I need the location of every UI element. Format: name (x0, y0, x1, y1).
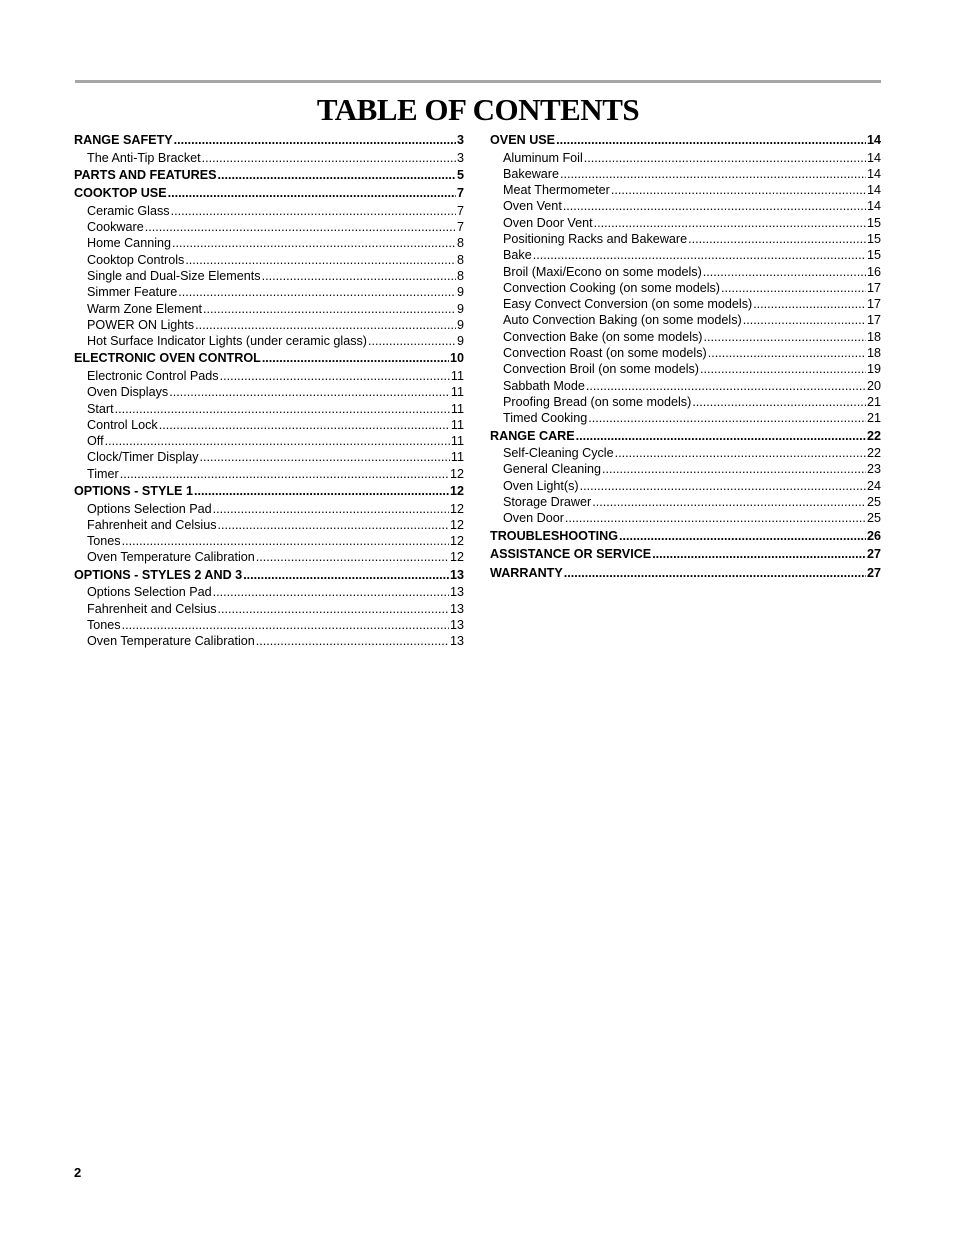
dot-leader (262, 268, 456, 284)
toc-entry-label: POWER ON Lights (87, 317, 195, 332)
toc-entry-label: Storage Drawer (503, 494, 592, 509)
toc-entry-label: Oven Displays (87, 385, 169, 400)
dot-leader (262, 349, 449, 368)
toc-entry-label: Home Canning (87, 236, 172, 251)
toc-entry-label: Options Selection Pad (87, 585, 212, 600)
dot-leader (203, 301, 456, 317)
toc-entry-page: 21 (866, 394, 881, 409)
toc-right-column (490, 131, 881, 582)
page-number: 2 (74, 1165, 82, 1180)
toc-entry-page: 20 (866, 378, 881, 393)
toc-entry-label: ELECTRONIC OVEN CONTROL (74, 351, 261, 366)
dot-leader (145, 219, 456, 235)
toc-entry-label: Convection Broil (on some models) (503, 362, 699, 377)
toc-entry-options-selection-pad[interactable] (74, 501, 464, 517)
page-title: TABLE OF CONTENTS (316, 92, 640, 127)
toc-section-range-care[interactable] (490, 427, 881, 446)
dot-leader (169, 384, 450, 400)
toc-entry-label: Auto Convection Baking (on some models) (503, 313, 742, 328)
toc-entry-page: 11 (450, 401, 464, 416)
dot-leader (586, 378, 866, 394)
toc-entry-page: 13 (449, 567, 464, 582)
toc-entry-page: 22 (866, 428, 881, 443)
dot-leader (115, 401, 450, 417)
toc-entry-page: 3 (456, 133, 464, 147)
toc-entry-page: 24 (866, 478, 881, 493)
dot-leader (556, 131, 866, 150)
toc-section-range-safety[interactable] (74, 131, 464, 150)
toc-section-troubleshooting[interactable] (490, 527, 881, 546)
toc-entry-label: Tones (87, 534, 121, 549)
dot-leader (368, 333, 456, 349)
toc-entry-page: 13 (449, 601, 464, 616)
dot-leader (200, 449, 450, 465)
toc-entry-clock-timer-display[interactable] (74, 449, 464, 465)
toc-entry-label: Fahrenheit and Celsius (87, 517, 217, 532)
dot-leader (743, 312, 866, 328)
toc-entry-bake[interactable] (490, 247, 881, 263)
toc-entry-page: 18 (866, 346, 881, 361)
dot-leader (563, 198, 866, 214)
toc-entry-page: 14 (866, 150, 881, 165)
toc-entry-label: Oven Vent (503, 199, 562, 214)
toc-entry-page: 21 (866, 411, 881, 426)
toc-entry-meat-thermometer[interactable] (490, 182, 881, 198)
toc-section-warranty[interactable] (490, 564, 881, 583)
toc-entry-label: Off (87, 434, 104, 449)
toc-entry-single-and-dual-size-elements[interactable] (74, 268, 464, 284)
toc-entry-oven-temperature-calibration[interactable] (74, 633, 464, 649)
dot-leader (213, 584, 449, 600)
toc-entry-warm-zone-element[interactable] (74, 301, 464, 317)
toc-entry-tones[interactable] (74, 533, 464, 549)
dot-leader (580, 478, 866, 494)
toc-entry-label: Cookware (87, 220, 144, 235)
toc-entry-label: Cooktop Controls (87, 252, 185, 267)
toc-entry-page: 8 (456, 236, 464, 251)
toc-entry-page: 25 (866, 494, 881, 509)
dot-leader (122, 533, 449, 549)
dot-leader (704, 329, 866, 345)
dot-leader (611, 182, 866, 198)
toc-entry-label: RANGE SAFETY (74, 133, 173, 147)
toc-entry-page: 12 (449, 534, 464, 549)
toc-entry-proofing-bread-on-some-models[interactable] (490, 394, 881, 410)
dot-leader (533, 247, 866, 263)
toc-entry-page: 14 (866, 166, 881, 181)
toc-entry-positioning-racks-and-bakeware[interactable] (490, 231, 881, 247)
toc-entry-fahrenheit-and-celsius[interactable] (74, 517, 464, 533)
dot-leader (159, 417, 450, 433)
toc-entry-page: 22 (866, 446, 881, 461)
dot-leader (122, 617, 449, 633)
toc-entry-label: ASSISTANCE OR SERVICE (490, 547, 652, 562)
dot-leader (560, 166, 866, 182)
toc-entry-tones[interactable] (74, 617, 464, 633)
toc-entry-label: Oven Temperature Calibration (87, 550, 255, 565)
toc-entry-simmer-feature[interactable] (74, 284, 464, 300)
dot-leader (218, 517, 449, 533)
toc-entry-label: Meat Thermometer (503, 183, 610, 198)
toc-entry-label: The Anti-Tip Bracket (87, 150, 201, 165)
toc-entry-page: 9 (456, 334, 464, 349)
toc-entry-label: Self-Cleaning Cycle (503, 446, 614, 461)
toc-entry-label: Start (87, 401, 114, 416)
toc-entry-label: Oven Light(s) (503, 478, 579, 493)
toc-entry-page: 11 (450, 417, 464, 432)
toc-entry-page: 14 (866, 183, 881, 198)
toc-entry-self-cleaning-cycle[interactable] (490, 445, 881, 461)
toc-entry-storage-drawer[interactable] (490, 494, 881, 510)
dot-leader (584, 150, 866, 166)
toc-entry-oven-temperature-calibration[interactable] (74, 549, 464, 565)
dot-leader (592, 494, 866, 510)
toc-entry-broil-maxi-econo-on-some-models[interactable] (490, 264, 881, 280)
dot-leader (615, 445, 866, 461)
toc-entry-page: 13 (449, 617, 464, 632)
dot-leader (171, 203, 456, 219)
dot-leader (703, 264, 866, 280)
toc-entry-label: Timer (87, 466, 119, 481)
toc-entry-label: Proofing Bread (on some models) (503, 394, 692, 409)
toc-entry-convection-roast-on-some-models[interactable] (490, 345, 881, 361)
dot-leader (185, 252, 456, 268)
toc-entry-oven-light-s[interactable] (490, 478, 881, 494)
toc-entry-page: 26 (866, 528, 881, 543)
dot-leader (213, 501, 449, 517)
dot-leader (688, 231, 866, 247)
dot-leader (195, 317, 456, 333)
dot-leader (243, 566, 449, 585)
dot-leader (220, 368, 450, 384)
toc-section-assistance-or-service[interactable] (490, 545, 881, 564)
toc-entry-page: 12 (449, 501, 464, 516)
toc-entry-timer[interactable] (74, 466, 464, 482)
toc-entry-label: PARTS AND FEATURES (74, 167, 217, 182)
toc-entry-page: 27 (866, 547, 881, 562)
toc-entry-cooktop-controls[interactable] (74, 252, 464, 268)
toc-entry-page: 9 (456, 285, 464, 300)
dot-leader (708, 345, 866, 361)
dot-leader (692, 394, 866, 410)
toc-entry-label: General Cleaning (503, 462, 602, 477)
toc-entry-convection-cooking-on-some-models[interactable] (490, 280, 881, 296)
toc-entry-label: Options Selection Pad (87, 501, 212, 516)
toc-entry-label: Aluminum Foil (503, 150, 583, 165)
toc-entry-page: 9 (456, 301, 464, 316)
dot-leader (588, 410, 866, 426)
dot-leader (202, 150, 456, 166)
toc-entry-label: Easy Convect Conversion (on some models) (503, 297, 753, 312)
toc-entry-page: 13 (449, 634, 464, 649)
toc-entry-control-lock[interactable] (74, 417, 464, 433)
toc-entry-page: 15 (866, 248, 881, 263)
toc-entry-power-on-lights[interactable] (74, 317, 464, 333)
toc-entry-page: 10 (449, 351, 464, 366)
toc-entry-page: 12 (449, 466, 464, 481)
toc-entry-off[interactable] (74, 433, 464, 449)
dot-leader (700, 361, 866, 377)
dot-leader (194, 482, 449, 501)
toc-entry-page: 12 (449, 517, 464, 532)
toc-entry-page: 11 (450, 434, 464, 449)
toc-entry-page: 17 (866, 297, 881, 312)
toc-entry-label: Bake (503, 248, 532, 263)
dot-leader (565, 510, 866, 526)
toc-entry-page: 8 (456, 268, 464, 283)
toc-entry-label: Ceramic Glass (87, 203, 170, 218)
toc-entry-label: WARRANTY (490, 565, 563, 580)
toc-entry-page: 17 (866, 313, 881, 328)
toc-entry-page: 11 (450, 450, 464, 465)
toc-entry-label: COOKTOP USE (74, 186, 167, 201)
toc-entry-the-anti-tip-bracket[interactable] (74, 150, 464, 166)
dot-leader (178, 284, 456, 300)
header-rule (75, 80, 881, 83)
dot-leader (594, 215, 866, 231)
toc-entry-aluminum-foil[interactable] (490, 150, 881, 166)
toc-entry-label: OVEN USE (490, 133, 556, 147)
dot-leader (218, 166, 456, 185)
toc-entry-page: 18 (866, 329, 881, 344)
toc-entry-page: 15 (866, 215, 881, 230)
toc-entry-label: Convection Cooking (on some models) (503, 280, 720, 295)
toc-entry-label: Tones (87, 617, 121, 632)
dot-leader (120, 466, 449, 482)
toc-entry-convection-bake-on-some-models[interactable] (490, 329, 881, 345)
toc-entry-page: 7 (456, 203, 464, 218)
toc-section-electronic-oven-control[interactable] (74, 349, 464, 368)
toc-entry-label: TROUBLESHOOTING (490, 528, 619, 543)
toc-entry-label: Convection Roast (on some models) (503, 346, 707, 361)
toc-entry-page: 14 (866, 133, 881, 147)
toc-entry-sabbath-mode[interactable] (490, 378, 881, 394)
toc-entry-label: Oven Door Vent (503, 215, 593, 230)
toc-entry-label: Timed Cooking (503, 411, 588, 426)
toc-entry-page: 11 (450, 385, 464, 400)
dot-leader (721, 280, 866, 296)
toc-left-column (74, 131, 464, 649)
dot-leader (105, 433, 450, 449)
toc-entry-page: 7 (456, 186, 464, 201)
toc-entry-label: Clock/Timer Display (87, 450, 199, 465)
toc-entry-label: Simmer Feature (87, 285, 178, 300)
toc-entry-label: Oven Temperature Calibration (87, 634, 255, 649)
dot-leader (753, 296, 866, 312)
dot-leader (576, 427, 866, 446)
toc-entry-label: Hot Surface Indicator Lights (under ceramic glass) (87, 334, 367, 349)
dot-leader (172, 235, 456, 251)
toc-entry-fahrenheit-and-celsius[interactable] (74, 601, 464, 617)
toc-entry-page: 7 (456, 220, 464, 235)
toc-entry-hot-surface-indicator-lights-under-ceramic-glass[interactable] (74, 333, 464, 349)
toc-entry-start[interactable] (74, 401, 464, 417)
toc-section-parts-and-features[interactable] (74, 166, 464, 185)
toc-entry-page: 15 (866, 231, 881, 246)
dot-leader (602, 461, 866, 477)
toc-entry-page: 12 (449, 484, 464, 499)
dot-leader (168, 184, 456, 203)
toc-entry-convection-broil-on-some-models[interactable] (490, 361, 881, 377)
toc-entry-general-cleaning[interactable] (490, 461, 881, 477)
toc-section-cooktop-use[interactable] (74, 184, 464, 203)
toc-entry-page: 17 (866, 280, 881, 295)
dot-leader (174, 131, 456, 150)
dot-leader (652, 545, 866, 564)
toc-entry-label: Sabbath Mode (503, 378, 585, 393)
toc-entry-label: OPTIONS - STYLES 2 AND 3 (74, 567, 243, 582)
toc-section-options-styles-2-and-3[interactable] (74, 566, 464, 585)
toc-entry-electronic-control-pads[interactable] (74, 368, 464, 384)
toc-entry-page: 14 (866, 199, 881, 214)
toc-entry-page: 11 (450, 368, 464, 383)
toc-entry-label: Bakeware (503, 166, 560, 181)
toc-entry-ceramic-glass[interactable] (74, 203, 464, 219)
toc-entry-oven-door[interactable] (490, 510, 881, 526)
toc-entry-easy-convect-conversion-on-some-models[interactable] (490, 296, 881, 312)
toc-entry-page: 9 (456, 317, 464, 332)
toc-entry-oven-door-vent[interactable] (490, 215, 881, 231)
toc-entry-timed-cooking[interactable] (490, 410, 881, 426)
toc-entry-page: 8 (456, 252, 464, 267)
toc-entry-options-selection-pad[interactable] (74, 584, 464, 600)
toc-entry-page: 5 (456, 167, 464, 182)
toc-entry-auto-convection-baking-on-some-models[interactable] (490, 312, 881, 328)
toc-section-options-style-1[interactable] (74, 482, 464, 501)
dot-leader (256, 633, 449, 649)
toc-entry-page: 25 (866, 511, 881, 526)
toc-entry-bakeware[interactable] (490, 166, 881, 182)
toc-entry-label: Fahrenheit and Celsius (87, 601, 217, 616)
toc-entry-label: OPTIONS - STYLE 1 (74, 484, 193, 499)
toc-entry-oven-displays[interactable] (74, 384, 464, 400)
toc-entry-label: Broil (Maxi/Econo on some models) (503, 264, 702, 279)
toc-entry-page: 3 (456, 150, 464, 165)
toc-entry-label: Oven Door (503, 511, 564, 526)
toc-entry-page: 12 (449, 550, 464, 565)
toc-entry-cookware[interactable] (74, 219, 464, 235)
toc-entry-oven-vent[interactable] (490, 198, 881, 214)
toc-entry-label: Electronic Control Pads (87, 368, 219, 383)
dot-leader (619, 527, 866, 546)
dot-leader (564, 564, 866, 583)
toc-entry-page: 23 (866, 462, 881, 477)
toc-entry-page: 13 (449, 585, 464, 600)
toc-entry-page: 27 (866, 565, 881, 580)
toc-entry-label: Convection Bake (on some models) (503, 329, 703, 344)
dot-leader (256, 549, 449, 565)
toc-entry-label: Positioning Racks and Bakeware (503, 231, 688, 246)
toc-entry-home-canning[interactable] (74, 235, 464, 251)
toc-entry-label: Control Lock (87, 417, 158, 432)
toc-entry-page: 19 (866, 362, 881, 377)
toc-section-oven-use[interactable] (490, 131, 881, 150)
toc-entry-page: 16 (866, 264, 881, 279)
toc-entry-label: Warm Zone Element (87, 301, 203, 316)
toc-entry-label: Single and Dual-Size Elements (87, 268, 261, 283)
dot-leader (218, 601, 449, 617)
toc-entry-label: RANGE CARE (490, 428, 575, 443)
